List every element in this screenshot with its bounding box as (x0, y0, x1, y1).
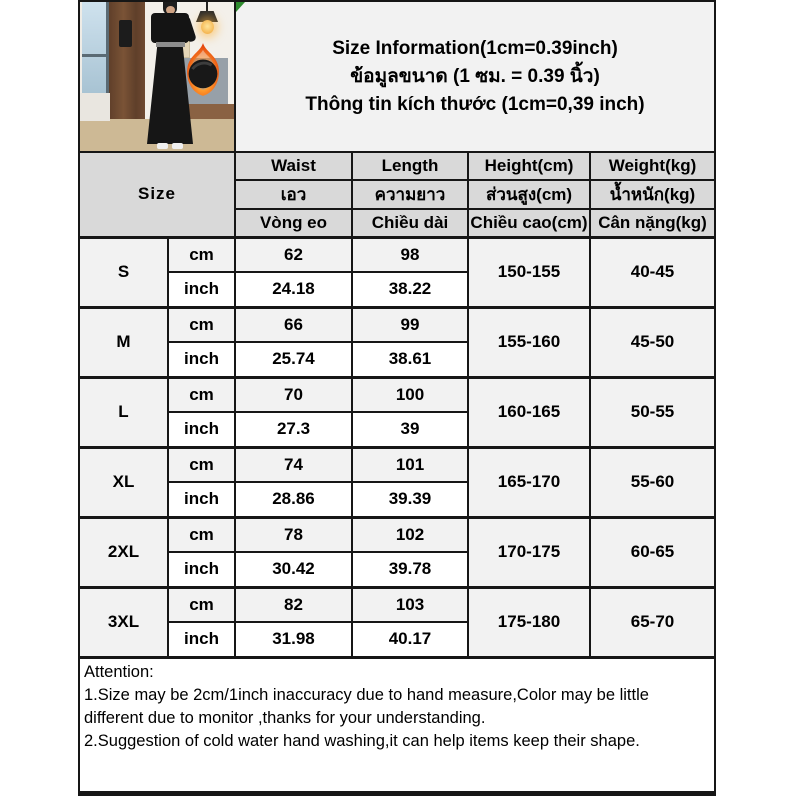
size-chart-frame (78, 0, 716, 796)
height-range: 155-160 (468, 307, 590, 377)
length-cm-value: 103 (352, 587, 468, 622)
header-height-vi: Chiều cao(cm) (468, 209, 590, 237)
weight-range: 65-70 (590, 587, 715, 657)
attention-title: Attention: (84, 662, 154, 681)
weight-range: 60-65 (590, 517, 715, 587)
unit-label: inch (168, 342, 235, 377)
lamp-cord-graphic (206, 2, 208, 12)
length-inch-value: 39 (352, 412, 468, 447)
height-range: 165-170 (468, 447, 590, 517)
waist-cm-value: 78 (235, 517, 352, 552)
length-cm-value: 102 (352, 517, 468, 552)
header-waist-vi: Vòng eo (235, 209, 352, 237)
unit-label: cm (168, 237, 235, 272)
attention-line-2: 2.Suggestion of cold water hand washing,it can help items keep their shape. (84, 731, 640, 750)
weight-range: 45-50 (590, 307, 715, 377)
header-height-th: ส่วนสูง(cm) (468, 180, 590, 209)
length-inch-value: 39.78 (352, 552, 468, 587)
height-range: 150-155 (468, 237, 590, 307)
size-label-3xl: 3XL (79, 587, 168, 657)
corner-flag-icon (236, 2, 245, 12)
wall-frame-graphic (119, 20, 132, 47)
header-weight-en: Weight(kg) (590, 152, 715, 180)
header-waist-en: Waist (235, 152, 352, 180)
length-inch-value: 38.61 (352, 342, 468, 377)
header-length-th: ความยาว (352, 180, 468, 209)
size-label-l: L (79, 377, 168, 447)
unit-label: inch (168, 552, 235, 587)
weight-range: 40-45 (590, 237, 715, 307)
length-cm-value: 99 (352, 307, 468, 342)
length-inch-value: 40.17 (352, 622, 468, 657)
waist-inch-value: 28.86 (235, 482, 352, 517)
header-height-en: Height(cm) (468, 152, 590, 180)
length-cm-value: 101 (352, 447, 468, 482)
unit-label: inch (168, 272, 235, 307)
product-photo (80, 2, 234, 151)
unit-label: inch (168, 482, 235, 517)
waist-inch-value: 27.3 (235, 412, 352, 447)
weight-range: 55-60 (590, 447, 715, 517)
waist-cm-value: 66 (235, 307, 352, 342)
unit-label: cm (168, 587, 235, 622)
length-inch-value: 39.39 (352, 482, 468, 517)
unit-label: cm (168, 377, 235, 412)
lamp-bulb-graphic (201, 20, 214, 34)
title-line-en: Size Information(1cm=0.39inch) (332, 37, 618, 59)
waist-cm-value: 62 (235, 237, 352, 272)
attention-line-1: 1.Size may be 2cm/1inch inaccuracy due to hand measure,Color may be little different due to monitor ,thanks for your understanding. (84, 685, 649, 727)
header-weight-vi: Cân nặng(kg) (590, 209, 715, 237)
size-label-xl: XL (79, 447, 168, 517)
size-label-s: S (79, 237, 168, 307)
shoe-right (172, 143, 183, 149)
unit-label: cm (168, 517, 235, 552)
header-length-en: Length (352, 152, 468, 180)
length-cm-value: 100 (352, 377, 468, 412)
length-inch-value: 38.22 (352, 272, 468, 307)
title-line-th: ข้อมูลขนาด (1 ซม. = 0.39 นิ้ว) (350, 65, 600, 87)
bench-graphic (80, 93, 110, 121)
waist-cm-value: 74 (235, 447, 352, 482)
size-header: Size (79, 152, 235, 237)
header-weight-th: น้ำหนัก(kg) (590, 180, 715, 209)
unit-label: cm (168, 447, 235, 482)
length-cm-value: 98 (352, 237, 468, 272)
unit-label: inch (168, 622, 235, 657)
title-line-vi: Thông tin kích thước (1cm=0,39 inch) (305, 93, 645, 115)
shoe-left (157, 143, 168, 149)
size-label-2xl: 2XL (79, 517, 168, 587)
window-bar-graphic (82, 54, 106, 57)
header-waist-th: เอว (235, 180, 352, 209)
waist-cm-value: 70 (235, 377, 352, 412)
header-length-vi: Chiều dài (352, 209, 468, 237)
waist-inch-value: 30.42 (235, 552, 352, 587)
height-range: 170-175 (468, 517, 590, 587)
waist-inch-value: 25.74 (235, 342, 352, 377)
unit-label: inch (168, 412, 235, 447)
waist-inch-value: 24.18 (235, 272, 352, 307)
flame-icon (180, 42, 226, 98)
attention-cell (79, 657, 715, 793)
waist-cm-value: 82 (235, 587, 352, 622)
waist-inch-value: 31.98 (235, 622, 352, 657)
title-cell (235, 1, 715, 152)
unit-label: cm (168, 307, 235, 342)
height-range: 160-165 (468, 377, 590, 447)
size-table (78, 0, 716, 796)
size-label-m: M (79, 307, 168, 377)
product-photo-cell (79, 1, 235, 152)
height-range: 175-180 (468, 587, 590, 657)
weight-range: 50-55 (590, 377, 715, 447)
